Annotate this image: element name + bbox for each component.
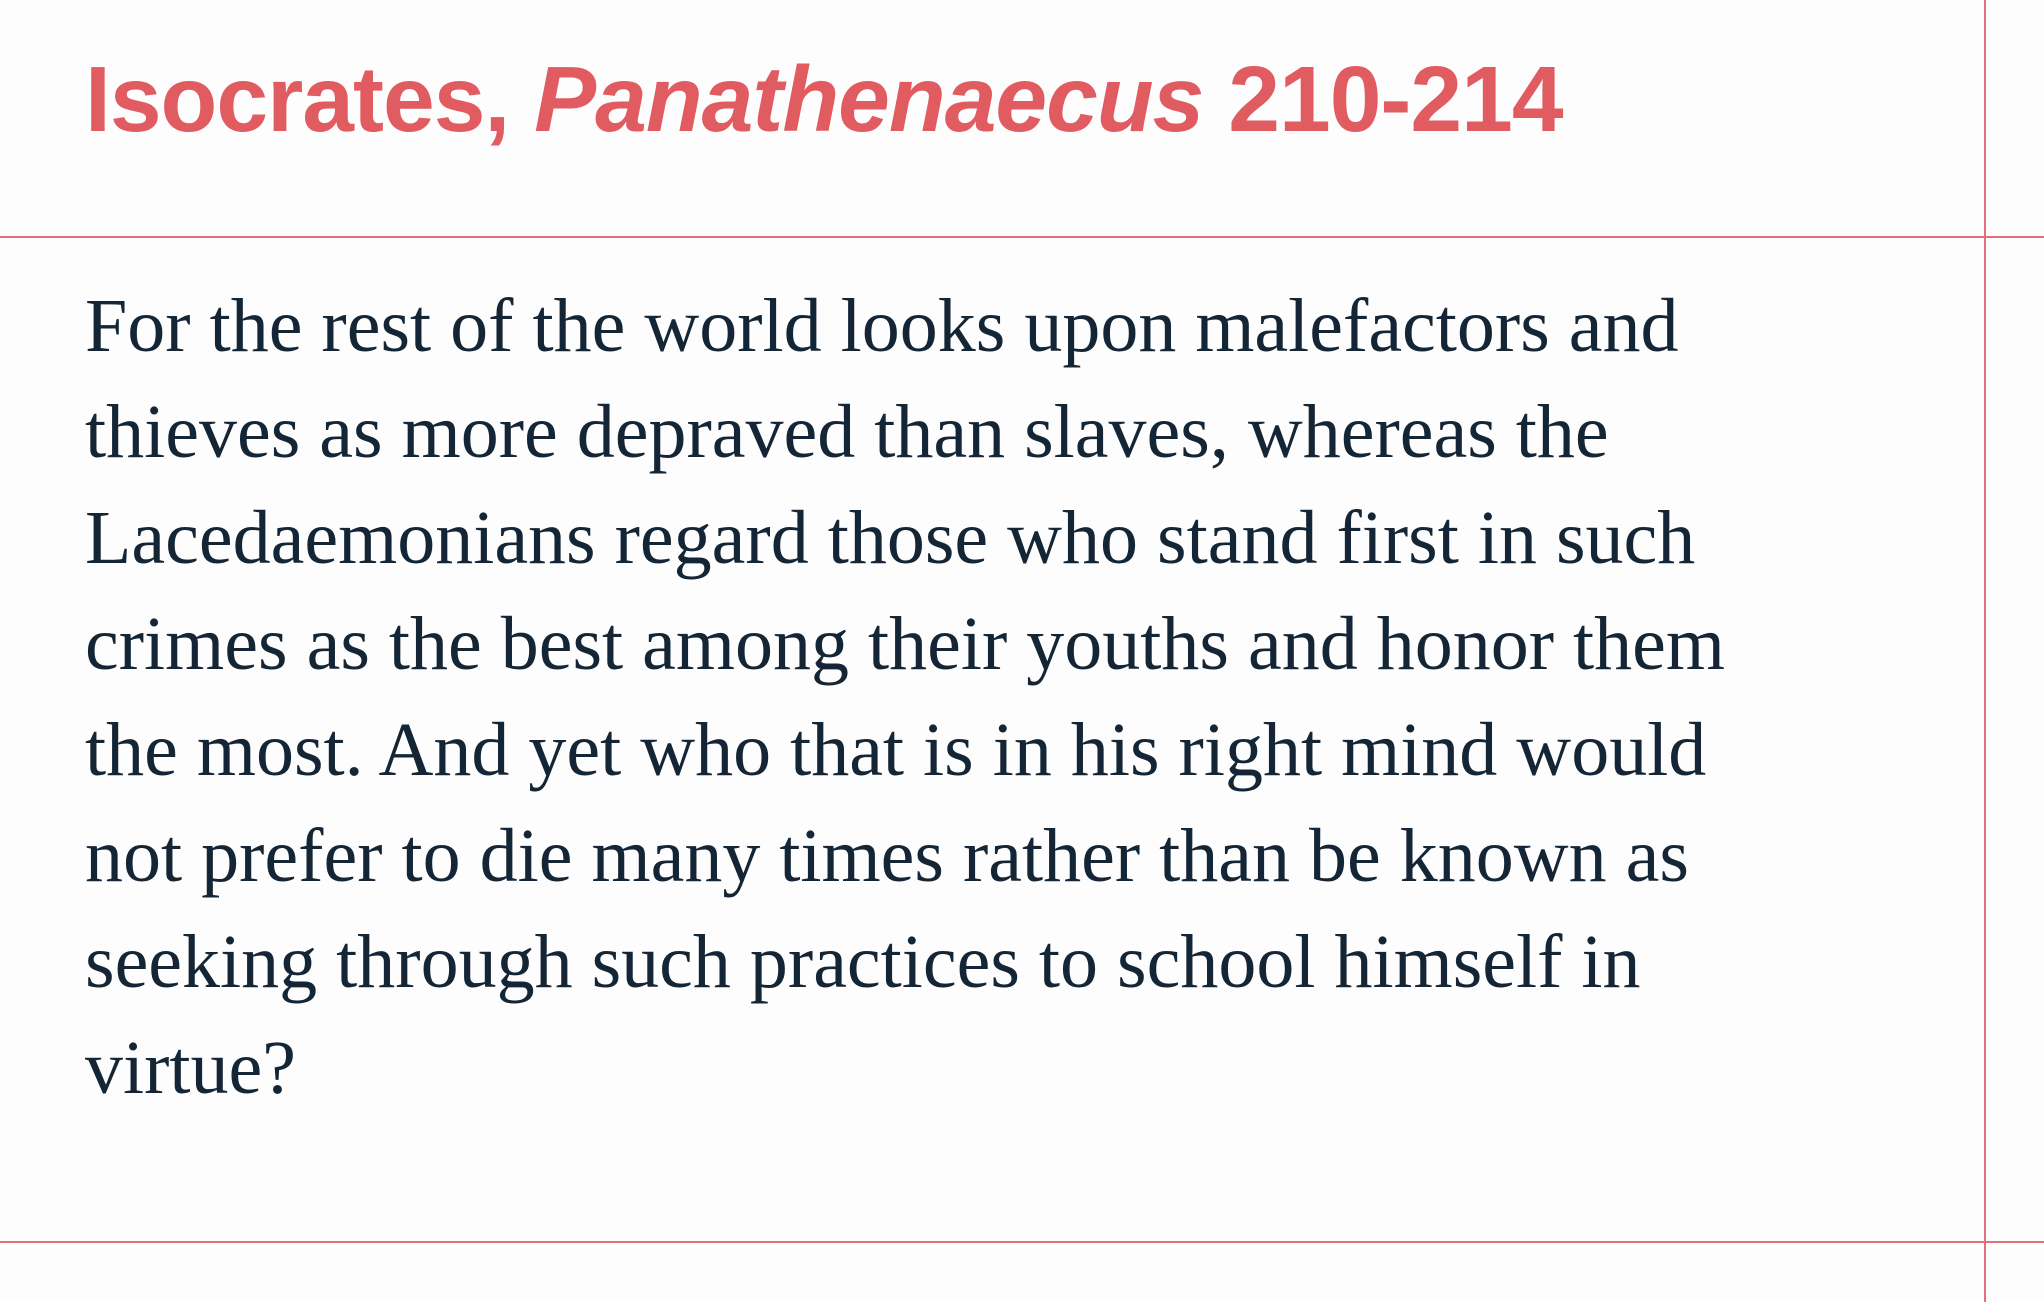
title-author: Isocrates, <box>85 47 510 151</box>
bottom-divider <box>0 1241 2044 1243</box>
page-title <box>85 42 1563 157</box>
title-work: Panathenaecus <box>534 47 1204 151</box>
passage-line: virtue? <box>85 1026 297 1110</box>
right-margin-rule <box>1984 0 1986 1302</box>
passage-line: Lacedaemonians regard those who stand first in such <box>85 496 1696 580</box>
passage-text <box>85 273 1965 1121</box>
passage-line: the most. And yet who that is in his right mind would <box>85 708 1707 792</box>
passage-line: thieves as more depraved than slaves, whereas the <box>85 390 1609 474</box>
passage-line: not prefer to die many times rather than be known as <box>85 814 1689 898</box>
title-reference: 210-214 <box>1228 47 1563 151</box>
passage-line: crimes as the best among their youths and honor them <box>85 602 1725 686</box>
passage-line: seeking through such practices to school himself in <box>85 920 1641 1004</box>
passage-line: For the rest of the world looks upon malefactors and <box>85 284 1679 368</box>
top-divider <box>0 236 2044 238</box>
